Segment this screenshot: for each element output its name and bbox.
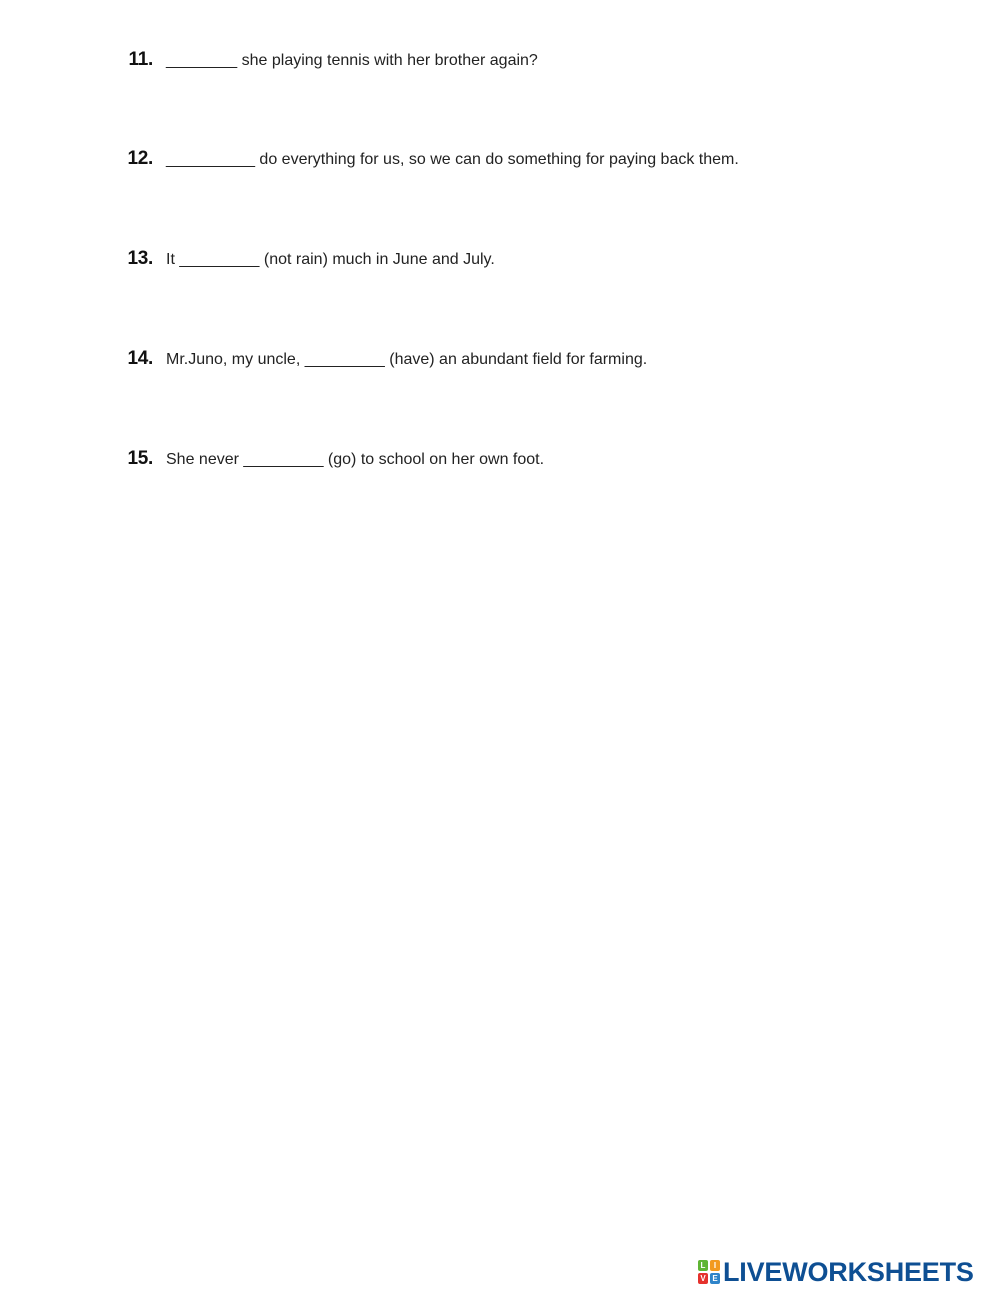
question-11 <box>0 48 1000 78</box>
question-13 <box>0 247 1000 277</box>
question-text: She never _________ (go) to school on her own foot. <box>166 451 545 468</box>
logo-mark-icon <box>698 1260 720 1284</box>
question-number: 15. <box>127 448 153 469</box>
question-14 <box>0 347 1000 377</box>
question-12 <box>0 147 1000 177</box>
logo-text: LIVEWORKSHEETS <box>723 1257 974 1287</box>
question-text: It _________ (not rain) much in June and July. <box>166 251 495 268</box>
question-number: 13. <box>127 248 153 269</box>
logo-mark-letter: V <box>698 1273 708 1284</box>
question-number: 11. <box>128 49 153 70</box>
question-text: __________ do everything for us, so we can do something for paying back them. <box>166 151 739 168</box>
question-15 <box>0 447 1000 477</box>
liveworksheets-logo <box>698 1257 974 1287</box>
question-number: 14. <box>127 348 153 369</box>
question-text: ________ she playing tennis with her brother again? <box>166 52 538 69</box>
logo-mark-letter: L <box>698 1260 708 1271</box>
logo-mark-letter: I <box>710 1260 720 1271</box>
question-text: Mr.Juno, my uncle, _________ (have) an abundant field for farming. <box>166 351 648 368</box>
question-number: 12. <box>127 148 153 169</box>
logo-mark-letter: E <box>710 1273 720 1284</box>
